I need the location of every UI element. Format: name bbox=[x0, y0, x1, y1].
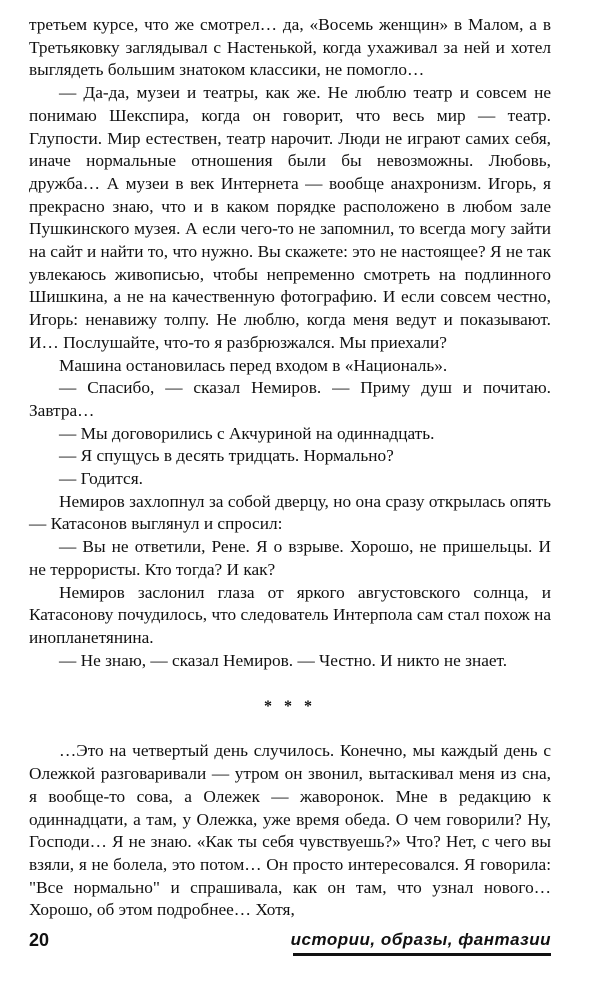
text-part-2 bbox=[29, 740, 551, 922]
text-part-1 bbox=[29, 14, 551, 672]
page-footer bbox=[29, 930, 551, 956]
paragraph: — Я спущусь в десять тридцать. Нормально? bbox=[59, 446, 394, 466]
series-underline bbox=[293, 953, 551, 956]
paragraph: Машина остановилась перед входом в «Националь». bbox=[59, 355, 448, 375]
paragraph: Немиров заслонил глаза от яркого августовского солнца, и Катасонову почудилось, что следователь Интерпола сам стал похож на инопланетянина. bbox=[29, 582, 551, 647]
paragraph: — Не знаю, — сказал Немиров. — Честно. И никто не знает. bbox=[59, 650, 508, 670]
page-body bbox=[29, 14, 551, 922]
paragraph: Немиров захлопнул за собой дверцу, но она сразу открылась опять — Катасонов выглянул и спросил: bbox=[29, 491, 551, 534]
paragraph: третьем курсе, что же смотрел… да, «Восемь женщин» в Малом, а в Третьяковку заглядывал с Настенькой, когда ухаживал за ней и хотел выглядеть большим знатоком классики, не помогло… bbox=[29, 15, 551, 80]
paragraph: — Спасибо, — сказал Немиров. — Приму душ и почитаю. Завтра… bbox=[29, 378, 551, 420]
paragraph: — Мы договорились с Акчуриной на одиннадцать. bbox=[59, 423, 435, 443]
paragraph: — Вы не ответили, Рене. Я о взрыве. Хорошо, не пришельцы. И не террористы. Кто тогда? И как? bbox=[29, 537, 551, 579]
series-title: истории, образы, фантазии bbox=[290, 930, 551, 949]
paragraph: — Да-да, музеи и театры, как же. Не люблю театр и совсем не понимаю Шекспира, когда он говорит, что весь мир — театр. Глупости. Мир естествен, театр нарочит. Люди не играют самих себя, иначе нормальные отношения были бы невозможны. Любовь, дружба… А музеи в век Интернета — вообще анахронизм. Игорь, я прекрасно знаю, что и в каком порядке расположено в любом зале Пушкинского музея. А если чего-то не запомнил, то всегда могу зайти на сайт и найти то, что нужно. Вы скажете: это не настоящее? Я не так увлекаюсь живописью, чтобы непременно смотреть на подлинного Шишкина, а не на качественную фотографию. И если совсем честно, Игорь: ненавижу толпу. Не люблю, когда меня ведут и показывают. И… Послушайте, что-то я разбрюзжался. Мы приехали? bbox=[29, 83, 551, 352]
section-separator: * * * bbox=[264, 698, 316, 716]
paragraph: …Это на четвертый день случилось. Конечно, мы каждый день с Олежкой разговаривали — утром он звонил, вытаскивал меня из сна, я вообще-то сова, а Олежек — жаворонок. Мне в редакцию к одиннадцати, а там, у Олежка, уже время обеда. О чем говорили? Ну, Господи… Я не знаю. «Как ты себя чувствуешь?» Что? Нет, с чего вы взяли, я не болела, это потом… Он просто интересовался. Я говорила: "Все нормально" и спрашивала, как он там, что узнал нового… Хорошо, об этом подробнее… Хотя, bbox=[29, 741, 551, 920]
page-number: 20 bbox=[29, 930, 50, 950]
paragraph: — Годится. bbox=[59, 469, 143, 489]
